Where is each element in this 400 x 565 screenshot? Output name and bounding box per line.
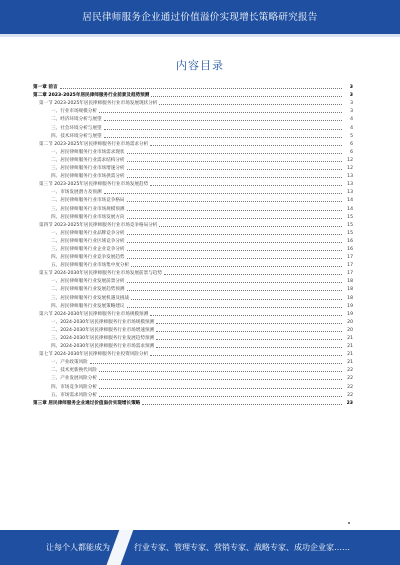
toc-entry-page: 15: [347, 214, 353, 220]
toc-dot-leader: [127, 233, 342, 235]
toc-dot-leader: [131, 265, 342, 267]
toc-entry-label: 四、技术环境分析与展望: [51, 133, 102, 139]
toc-entry-page: 22: [347, 376, 353, 382]
toc-entry[interactable]: [33, 163, 353, 171]
toc-entry-page: 20: [347, 327, 353, 333]
toc-dot-leader: [104, 119, 342, 121]
toc-entry-page: 12: [347, 166, 353, 172]
toc-entry-label: 二、居民律师服务行业市场竞争格局: [51, 198, 125, 204]
toc-entry-label: 一、2024-2030年居民律师服务行业市场规模预测: [51, 319, 155, 325]
toc-entry-page: 3: [350, 101, 353, 107]
toc-entry[interactable]: [33, 212, 353, 220]
toc-dot-leader: [127, 209, 342, 211]
toc-entry-page: 22: [347, 392, 353, 398]
toc-entry-label: 第五节 2024-2030年居民律师服务行业市场发展前景与趋势: [39, 271, 162, 277]
toc-dot-leader: [99, 395, 342, 397]
toc-entry[interactable]: [33, 139, 353, 147]
toc-entry[interactable]: [33, 220, 353, 228]
toc-dot-leader: [127, 289, 342, 291]
toc-entry-page: 21: [347, 360, 353, 366]
toc-dot-leader: [150, 354, 342, 356]
toc-entry-page: 14: [347, 198, 353, 204]
header-banner: [0, 0, 400, 34]
toc-entry-label: 第七节 2024-2030年居民律师服务行业投资风险分析: [39, 352, 149, 358]
toc-entry-label: 一、行业市场规模分析: [51, 109, 97, 115]
toc-entry-page: 21: [347, 352, 353, 358]
toc-entry[interactable]: [33, 131, 353, 139]
toc-entry-label: 一、市场发展潜力及预测: [51, 190, 102, 196]
toc-entry[interactable]: [33, 268, 353, 276]
toc-entry[interactable]: [33, 365, 353, 373]
toc-entry[interactable]: [33, 179, 353, 187]
footer-slogan-right: 行业专家、管理专家、营销专家、战略专家、成功企业家……: [134, 543, 350, 552]
toc-entry-page: 18: [347, 287, 353, 293]
toc-entry[interactable]: [33, 292, 353, 300]
toc-entry[interactable]: [33, 301, 353, 309]
toc-entry[interactable]: [33, 195, 353, 203]
toc-entry-page: 17: [347, 255, 353, 261]
toc-entry[interactable]: [33, 357, 353, 365]
toc-entry-page: 15: [347, 230, 353, 236]
toc-dot-leader: [142, 403, 342, 405]
toc-entry[interactable]: [33, 333, 353, 341]
toc-entry[interactable]: [33, 341, 353, 349]
toc-dot-leader: [150, 314, 342, 316]
toc-entry-label: 三、居民律师服务行业市场规模预测: [51, 206, 125, 212]
toc-dot-leader: [127, 168, 342, 170]
toc-entry-page: 21: [347, 336, 353, 341]
toc-entry-label: 四、2024-2030年居民律师服务行业市场需求预测: [51, 344, 155, 350]
toc-entry-page: 13: [347, 190, 353, 196]
toc-entry-page: 13: [347, 182, 353, 188]
toc-entry-label: 一、居民律师服务行业品牌竞争分析: [51, 230, 125, 236]
toc-entry-label: 三、产业发展风险分析: [51, 376, 97, 382]
toc-entry-label: 四、居民律师服务行业竞争发展趋势: [51, 255, 125, 261]
toc-dot-leader: [164, 273, 342, 275]
toc-entry-page: 18: [347, 279, 353, 285]
toc-entry-label: 第三章 居民律师服务企业通过价值溢价实现增长策略: [33, 400, 141, 406]
toc-dot-leader: [127, 241, 342, 243]
toc-entry-page: 3: [349, 85, 353, 91]
toc-entry[interactable]: [33, 228, 353, 236]
toc-dot-leader: [159, 225, 342, 227]
toc-dot-leader: [127, 160, 342, 162]
toc-entry-page: 17: [347, 271, 353, 277]
toc-dot-leader: [99, 370, 342, 372]
toc-entry-label: 二、经济环境分析与展望: [51, 117, 102, 123]
toc-entry-label: 第二节 2023-2025年居民律师服务行业市场需求分析: [39, 141, 149, 147]
toc-entry-label: 第四节 2023-2025年居民律师服务行业市场竞争格局分析: [39, 222, 158, 228]
toc-entry-label: 四、居民律师服务行业市场发展方向: [51, 214, 125, 220]
toc-entry-page: 5: [350, 133, 353, 139]
toc-dot-leader: [156, 346, 342, 348]
toc-entry-page: 18: [347, 295, 353, 301]
toc-entry-page: 19: [347, 303, 353, 309]
toc-entry[interactable]: [33, 373, 353, 381]
toc-entry-label: 二、居民律师服务行业发展趋势预测: [51, 287, 125, 293]
toc-entry[interactable]: [33, 90, 353, 98]
toc-dot-leader: [104, 136, 342, 138]
toc-entry[interactable]: [33, 171, 353, 179]
toc-dot-leader: [90, 362, 342, 364]
toc-dot-leader: [127, 176, 342, 178]
toc-entry-page: 6: [350, 141, 353, 147]
toc-entry-page: 3: [350, 109, 353, 115]
toc-entry-page: 3: [349, 93, 353, 99]
toc-dot-leader: [150, 184, 342, 186]
toc-entry[interactable]: [33, 325, 353, 333]
toc-entry-page: 16: [347, 246, 353, 252]
toc-entry-page: 23: [346, 400, 353, 406]
toc-entry[interactable]: [33, 260, 353, 268]
toc-entry[interactable]: [33, 284, 353, 292]
toc-entry-label: 五、居民律师服务行业市场集中度分析: [51, 263, 130, 269]
toc-entry[interactable]: [33, 203, 353, 211]
toc-entry[interactable]: [33, 155, 353, 163]
toc-entry[interactable]: [33, 390, 353, 398]
toc-entry-label: 三、居民律师服务行业发展机遇及挑战: [51, 295, 130, 301]
toc-entry-page: 22: [347, 368, 353, 374]
toc-entry-label: 三、居民律师服务行业市场增速分析: [51, 166, 125, 172]
toc-dot-leader: [150, 144, 342, 146]
toc-entry[interactable]: [33, 236, 353, 244]
toc-entry[interactable]: [33, 317, 353, 325]
toc-dot-leader: [127, 200, 342, 202]
toc-dot-leader: [156, 322, 342, 324]
toc-entry-label: 第一章 前言: [33, 85, 58, 91]
toc-dot-leader: [127, 217, 342, 219]
toc-entry[interactable]: [33, 187, 353, 195]
toc-entry-page: 4: [350, 117, 353, 123]
toc-entry-label: 四、市场竞争风险分析: [51, 384, 97, 390]
toc-dot-leader: [104, 192, 342, 194]
toc-entry-label: 第一节 2023-2025年居民律师服务行业市场发展现状分析: [39, 101, 158, 107]
toc-entry-page: 17: [347, 263, 353, 269]
toc-entry-label: 三、2024-2030年居民律师服务行业发展趋势预测: [51, 336, 155, 341]
toc-entry-page: 21: [347, 344, 353, 350]
toc-entry[interactable]: [33, 244, 353, 252]
toc-entry[interactable]: [33, 349, 353, 357]
toc-dot-leader: [60, 87, 342, 89]
toc-entry-label: 二、2024-2030年居民律师服务行业市场增速预测: [51, 327, 155, 333]
toc-dot-leader: [99, 111, 342, 113]
toc-entry[interactable]: [33, 309, 353, 317]
toc-entry-label: 第六节 2024-2030年居民律师服务行业市场规模预测: [39, 311, 149, 317]
toc-entry[interactable]: [33, 122, 353, 130]
toc-dot-leader: [99, 387, 342, 389]
toc-entry[interactable]: [33, 276, 353, 284]
toc-entry-label: 四、居民律师服务行业市场供需分析: [51, 174, 125, 180]
toc-entry-page: 4: [350, 125, 353, 131]
toc-entry-label: 第三节 2023-2025年居民律师服务行业市场发展趋势: [39, 182, 149, 188]
toc-entry-page: 6: [350, 149, 353, 155]
toc-dot-leader: [127, 152, 342, 154]
toc-entry-label: 三、社会环境分析与展望: [51, 125, 102, 131]
toc-entry-page: 19: [347, 311, 353, 317]
toc-entry[interactable]: [33, 106, 353, 114]
toc-entry-label: 一、产业政策风险: [51, 360, 88, 366]
toc-entry-label: 一、居民律师服务行业市场需求现状: [51, 149, 125, 155]
toc-entry-label: 四、居民律师服务行业发展策略建议: [51, 303, 125, 309]
toc-entry-label: 一、居民律师服务行业发展前景分析: [51, 279, 125, 285]
toc-dot-leader: [156, 338, 342, 340]
toc-dot-leader: [127, 257, 342, 259]
toc-entry-label: 二、技术更新换代风险: [51, 368, 97, 374]
footer-banner: [0, 530, 400, 565]
toc-entry-page: 13: [347, 174, 353, 180]
toc-dot-leader: [127, 249, 342, 251]
report-title: 居民律师服务企业通过价值溢价实现增长策略研究报告: [82, 12, 318, 23]
footer-slogan-left: 让每个人都能成为: [46, 543, 110, 552]
toc-dot-leader: [151, 95, 342, 97]
toc-dot-leader: [159, 103, 342, 105]
toc-dot-leader: [104, 128, 342, 130]
toc-entry-page: 16: [347, 238, 353, 244]
toc-dot-leader: [127, 281, 342, 283]
page-marker: [348, 522, 350, 524]
toc-entry[interactable]: [33, 98, 353, 106]
toc-entry-page: 20: [347, 319, 353, 325]
toc-entry[interactable]: [33, 381, 353, 389]
toc-entry-label: 第二章 2023-2025年居民律师服务行业前景及趋势预测: [33, 93, 150, 99]
toc-heading: 内容目录: [176, 59, 224, 72]
toc-entry-label: 三、居民律师服务行业企业竞争分析: [51, 246, 125, 252]
toc-entry-page: 14: [347, 206, 353, 212]
toc-entry[interactable]: [33, 82, 353, 90]
toc-dot-leader: [156, 330, 342, 332]
toc-dot-leader: [127, 306, 342, 308]
toc-entry-page: 22: [347, 384, 353, 390]
toc-entry[interactable]: [33, 114, 353, 122]
toc-entry-page: 15: [347, 222, 353, 228]
table-of-contents: [33, 82, 353, 406]
toc-dot-leader: [131, 298, 342, 300]
header-stripe: [0, 34, 400, 37]
toc-entry-page: 12: [347, 157, 353, 163]
toc-dot-leader: [99, 378, 342, 380]
toc-entry-label: 五、市场需求风险分析: [51, 392, 97, 398]
toc-entry[interactable]: [33, 147, 353, 155]
toc-entry[interactable]: [33, 252, 353, 260]
toc-entry-label: 二、居民律师服务行业需求结构分析: [51, 157, 125, 163]
toc-entry-label: 二、居民律师服务行业区域竞争分析: [51, 238, 125, 244]
toc-entry[interactable]: [33, 398, 353, 406]
